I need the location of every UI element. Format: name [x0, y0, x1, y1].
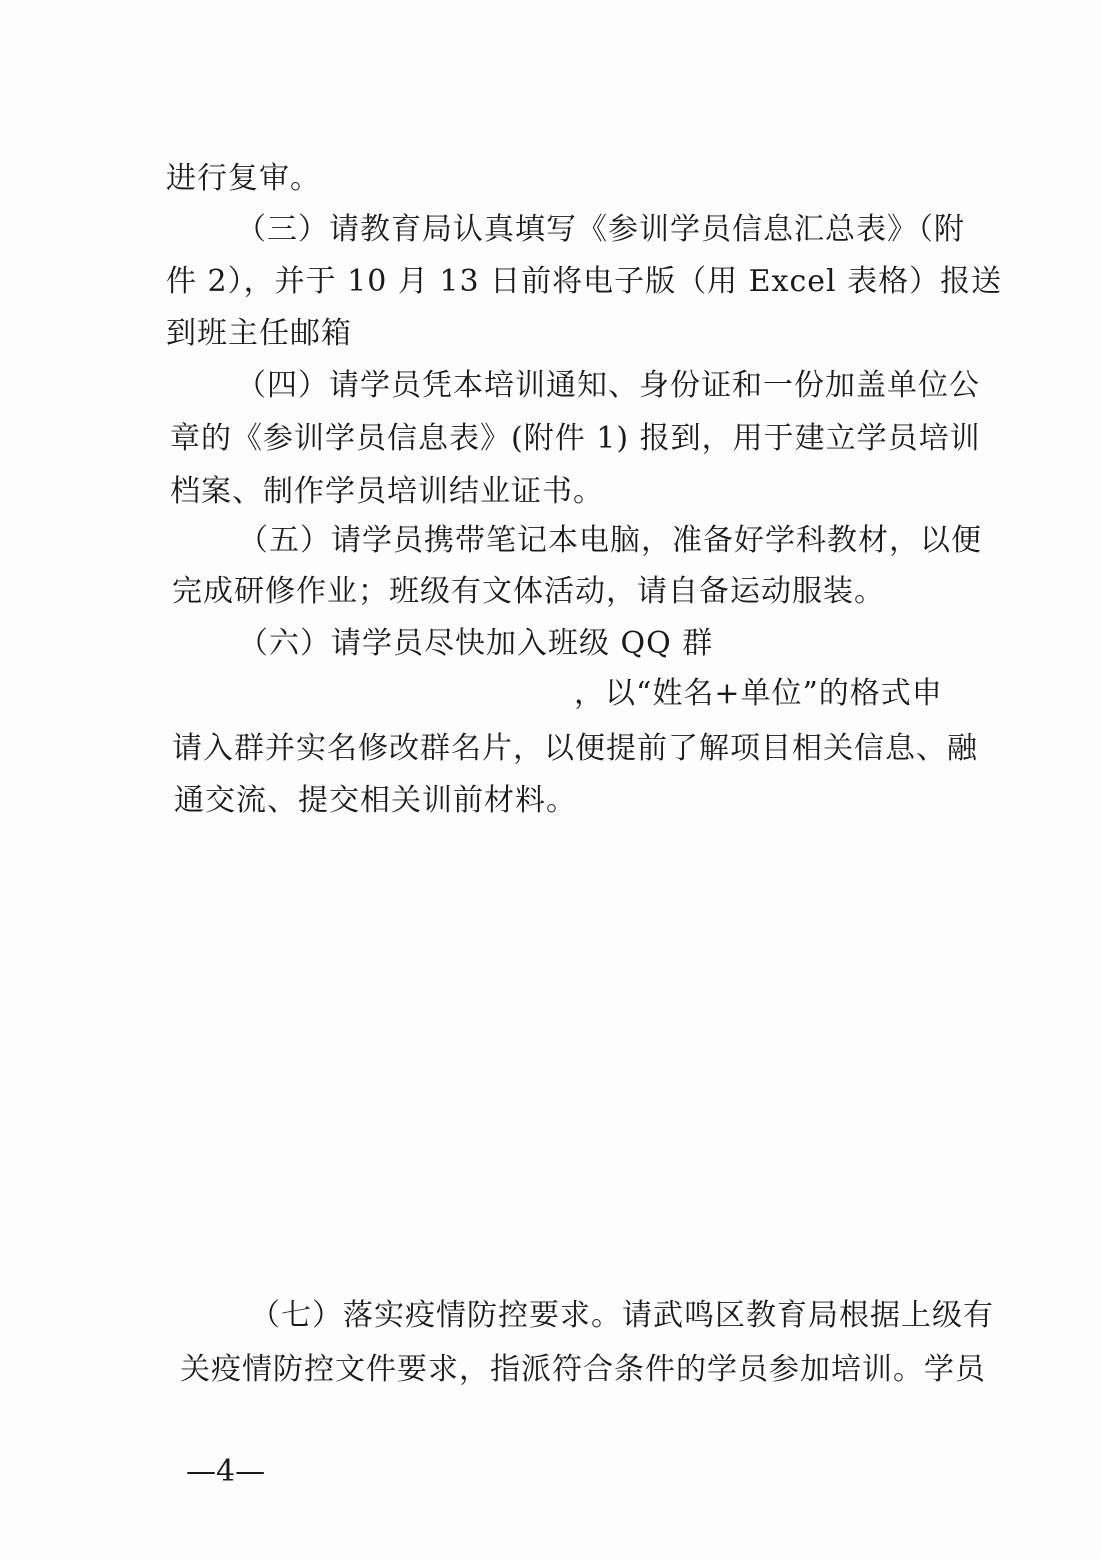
text-line-3: 件 2），并于 10 月 13 日前将电子版（用 Excel 表格）报送 — [166, 264, 1003, 299]
text-line-14: （七）落实疫情防控要求。请武鸣区教育局根据上级有 — [250, 1298, 994, 1333]
text-line-4: 到班主任邮箱 — [166, 316, 352, 351]
text-line-2: （三）请教育局认真填写《参训学员信息汇总表》（附 — [236, 212, 965, 247]
text-line-15: 关疫情防控文件要求，指派符合条件的学员参加培训。学员 — [180, 1352, 986, 1387]
text-line-11: ，以“姓名+单位”的格式申 — [574, 676, 943, 711]
text-line-12: 请入群并实名修改群名片，以便提前了解项目相关信息、融 — [172, 731, 978, 766]
text-line-10: （六）请学员尽快加入班级 QQ 群 — [238, 626, 714, 661]
text-line-7: 档案、制作学员培训结业证书。 — [170, 474, 604, 509]
text-line-8: （五）请学员携带笔记本电脑，准备好学科教材，以便 — [238, 523, 982, 558]
text-line-5: （四）请学员凭本培训通知、身份证和一份加盖单位公 — [236, 368, 980, 403]
text-line-1: 进行复审。 — [166, 161, 321, 196]
text-line-9: 完成研修作业；班级有文体活动，请自备运动服装。 — [172, 574, 885, 609]
text-line-6: 章的《参训学员信息表》(附件 1) 报到，用于建立学员培训 — [170, 421, 981, 456]
text-line-13: 通交流、提交相关训前材料。 — [174, 783, 577, 818]
page-number: —4— — [186, 1454, 266, 1489]
